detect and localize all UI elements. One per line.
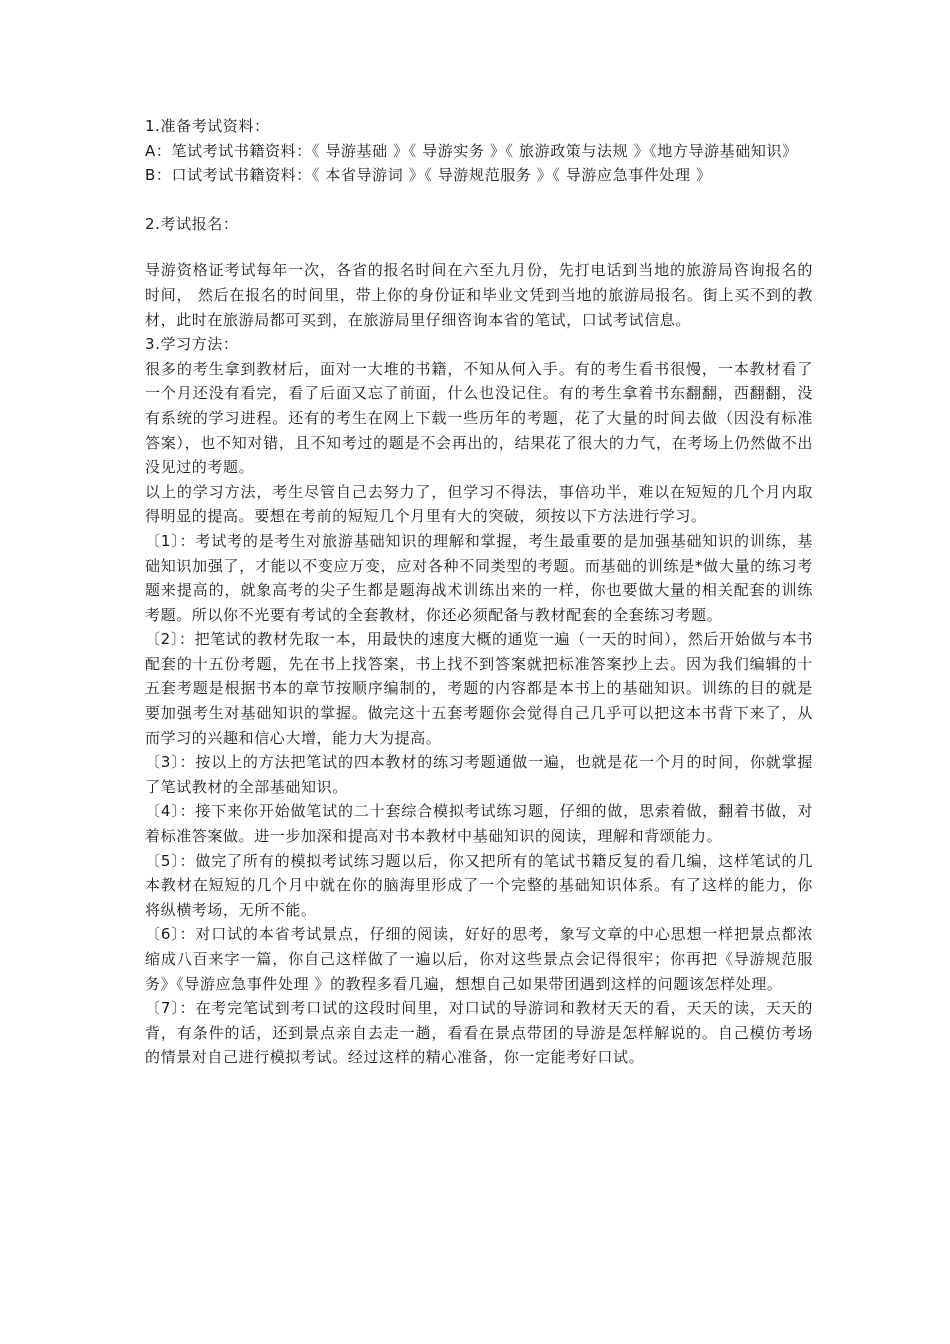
section-3-paragraph-2: 以上的学习方法，考生尽管自己去努力了，但学习不得法，事倍功半，难以在短短的几个月内取得明显的提高。要想在考前的短短几个月里有大的突破，须按以下方法进行学习。: [145, 482, 813, 526]
section-1-item-a: A：笔试考试书籍资料：《 导游基础 》《 导游实务 》《 旅游政策与法规 》《地方导游基础知识》: [145, 141, 798, 160]
section-3-item-4: 〔4〕：接下来你开始做笔试的二十套综合模拟考试练习题，仔细的做，思索着做，翻着书做，对着标准答案做。进一步加深和提高对书本教材中基础知识的阅读，理解和背颂能力。: [145, 802, 813, 846]
spacer: [145, 236, 813, 258]
section-3-title: 3.学习方法：: [145, 335, 239, 354]
section-3-item-6: 〔6〕：对口试的本省考试景点，仔细的阅读，好好的思考，象写文章的中心思想一样把景点都浓缩成八百来字一篇，你自己这样做了一遍以后，你对这些景点会记得很牢；你再把《导游规范服务》《导游应急事件处理 》的教程多看几遍，想想自己如果带团遇到这样的问题该怎样处理。: [145, 925, 813, 993]
section-1-title: 1.准备考试资料：: [145, 117, 270, 135]
spacer: [145, 188, 813, 212]
section-3-item-3: 〔3〕：按以上的方法把笔试的四本教材的练习考题通做一遍，也就是花一个月的时间，你就掌握了笔试教材的全部基础知识。: [145, 753, 813, 796]
section-3-item-2: 〔2〕：把笔试的教材先取一本，用最快的速度大概的通览一遍（一天的时间），然后开始做与本书配套的十五份考题，先在书上找答案，书上找不到答案就把标准答案抄上去。因为我们编辑的十五套考题是根据书本的章节按顺序编制的，考题的内容都是本书上的基础知识。训练的目的就是要加强考生对基础知识的掌握。做完这十五套考题你会觉得自己几乎可以把这本书背下来了，从而学习的兴趣和信心大增，能力大为提高。: [145, 630, 813, 747]
document-body: [145, 114, 813, 1070]
section-3-item-5: 〔5〕：做完了所有的模拟考试练习题以后，你又把所有的笔试书籍反复的看几编，这样笔试的几本教材在短短的几个月中就在你的脑海里形成了一个完整的基础知识体系。有了这样的能力，你将纵横考场，无所不能。: [145, 851, 813, 919]
section-3-item-7: 〔7〕：在考完笔试到考口试的这段时间里，对口试的导游词和教材天天的看，天天的读，天天的背，有条件的话，还到景点亲自去走一趟，看看在景点带团的导游是怎样解说的。自己模仿考场的情景对自己进行模拟考试。经过这样的精心准备，你一定能考好口试。: [145, 999, 813, 1067]
section-3-item-1: 〔1〕：考试考的是考生对旅游基础知识的理解和掌握，考生最重要的是加强基础知识的训练，基础知识加强了，才能以不变应万变，应对各种不同类型的考题。而基础的训练是*做大量的练习考题来提高的，就象高考的尖子生都是题海战术训练出来的一样，你也要做大量的相关配套的训练考题。所以你不光要有考试的全套教材，你还必须配备与教材配套的全套练习考题。: [145, 531, 813, 624]
section-2-body: 导游资格证考试每年一次，各省的报名时间在六至九月份，先打电话到当地的旅游局咨询报名的时间， 然后在报名的时间里，带上你的身份证和毕业文凭到当地的旅游局报名。街上买不到的教材，此时在旅游局都可买到，在旅游局里仔细咨询本省的笔试，口试考试信息。: [145, 261, 813, 329]
section-3-paragraph-1: 很多的考生拿到教材后，面对一大堆的书籍，不知从何入手。有的考生看书很慢，一本教材看了一个月还没有看完，看了后面又忘了前面，什么也没记住。有的考生拿着书东翻翻，西翻翻，没有系统的学习进程。还有的考生在网上下载一些历年的考题，花了大量的时间去做（因没有标准答案），也不知对错，且不知考过的题是不会再出的，结果花了很大的力气，在考场上仍然做不出没见过的考题。: [145, 359, 813, 477]
section-2-title: 2.考试报名：: [145, 214, 239, 233]
section-1-item-b: B：口试考试书籍资料：《 本省导游词 》《 导游规范服务 》《 导游应急事件处理 》: [145, 166, 712, 185]
